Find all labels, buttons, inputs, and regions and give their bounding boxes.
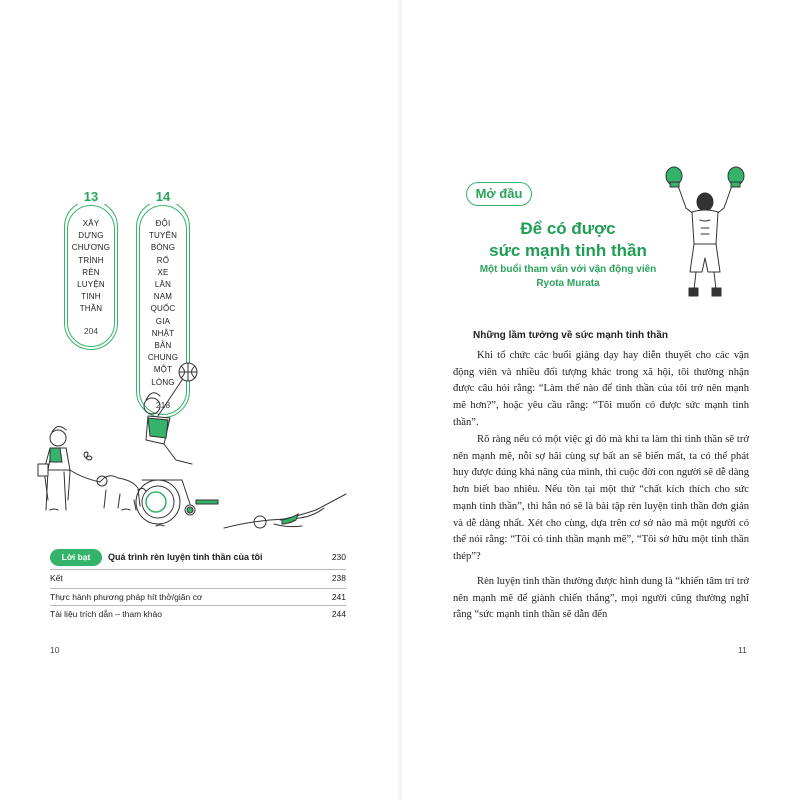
body-paragraph: Rõ ràng nếu có một việc gì đó mà khi ta làm thì tinh thần sẽ trở nên mạnh mẽ, nỗi sợ hãi cùng sự bất an sẽ biến mất, ta có thể phát huy được đúng khả năng của mình, thì cuộc đời con người sẽ dễ dàng hơn biết bao nhiêu. Nếu tồn tại một thứ “chất kích thích cho sức mạnh tinh thần”, thì hẳn nó sẽ là bài tập rèn luyện tinh thần đơn giản và dễ dàng nhất. Xét cho cùng, dựa trên cơ sở nào mà một người có thể nói rằng: “Tôi có tinh thần mạnh mẽ”, “Tôi sở hữu một tinh thần thép”? xyxy=(453,434,749,562)
right-page-number: 11 xyxy=(738,645,747,655)
chapter-page-number: 218 xyxy=(155,400,171,410)
chapter-title-line: DỰNG xyxy=(78,231,104,241)
chapter-title xyxy=(453,218,683,262)
boxer-illustration xyxy=(660,162,750,302)
chapter-title-line: NHẬT xyxy=(151,328,175,338)
chapter-title-line: BÓNG xyxy=(150,243,176,253)
book-gutter xyxy=(398,0,402,800)
chapter-title-line: ĐỘI xyxy=(155,219,171,228)
athletes-illustration xyxy=(30,360,370,540)
toc-entry-page: 238 xyxy=(331,573,346,583)
chapter-number: 13 xyxy=(76,189,106,204)
chapter-title-line: MỘT xyxy=(153,365,173,375)
chapter-title-line: LĂN xyxy=(154,280,172,290)
chapter-title-line: LÒNG xyxy=(151,377,175,387)
toc-entry-afterword-page: 230 xyxy=(331,552,346,562)
toc-entry-label: Tài liệu trích dẫn – tham khảo xyxy=(50,609,162,619)
toc-divider xyxy=(50,605,346,606)
section-label-pill: Mở đầu xyxy=(466,182,532,206)
chapter-title-line: CHUNG xyxy=(147,353,179,363)
toc-entry[interactable] xyxy=(50,592,346,604)
chapter-title-line: TUYỂN xyxy=(148,231,178,241)
chapter-title-line: THẦN xyxy=(79,304,103,314)
chapter-title-line: XÂY xyxy=(82,219,100,228)
chapter-title-line: TINH xyxy=(81,292,101,302)
body-paragraph: Rèn luyện tinh thần thường được hình dung là “khiến tâm trí trở nên mạnh mẽ để giành chiến thắng”, mọi người cũng thường nghĩ rằng “sức mạnh tinh thần sẽ dẫn đến xyxy=(453,576,749,621)
toc-entry[interactable] xyxy=(50,573,346,585)
toc-entry[interactable] xyxy=(50,609,346,621)
subtitle-line: Một buổi tham vấn với vận động viên xyxy=(479,264,657,275)
chapter-title xyxy=(64,218,118,316)
toc-entry-page: 244 xyxy=(331,609,346,619)
chapter-title-line: TRÌNH xyxy=(78,255,104,265)
chapter-title-line: QUỐC xyxy=(150,304,176,314)
chapter-title-line: LUYỆN xyxy=(77,280,105,290)
afterword-badge: Lời bạt xyxy=(50,549,102,566)
toc-entry-afterword-title[interactable]: Quá trình rèn luyện tinh thần của tôi xyxy=(108,552,263,562)
toc-entry-label: Kết xyxy=(50,573,63,583)
chapter-title-line: RỔ xyxy=(156,255,170,265)
section-heading: Những lầm tưởng về sức mạnh tinh thần xyxy=(473,330,668,341)
chapter-title-line: sức mạnh tinh thần xyxy=(489,241,647,260)
toc-entry-page: 241 xyxy=(331,592,346,602)
chapter-title-line: CHƯƠNG xyxy=(71,243,111,253)
toc-divider xyxy=(50,569,346,570)
chapter-title-line: NAM xyxy=(153,292,173,302)
chapter-title-line: XE xyxy=(157,267,169,277)
chapter-number: 14 xyxy=(148,189,178,204)
toc-entry-label: Thực hành phương pháp hít thở/giãn cơ xyxy=(50,592,203,602)
subtitle-line: Ryota Murata xyxy=(536,278,600,289)
chapter-title-line: GIA xyxy=(155,316,171,326)
chapter-subtitle xyxy=(453,263,683,291)
toc-divider xyxy=(50,588,346,589)
chapter-title-line: BẢN xyxy=(154,341,172,351)
chapter-title-line: Để có được xyxy=(520,219,616,238)
chapter-title-line: RÈN xyxy=(82,267,100,277)
chapter-page-number: 204 xyxy=(83,326,99,336)
left-page-number: 10 xyxy=(50,645,60,655)
body-paragraph: Khi tổ chức các buổi giảng dạy hay diễn thuyết cho các vận động viên và nhiều đối tượng khác trong xã hội, tôi thường nhận được câu hỏi rằng: “Làm thế nào để tinh thần của tôi trở nên mạnh mẽ hơn?”, hoặc yêu cầu rằng: “Tôi muốn có được sức mạnh tinh thần”. xyxy=(453,350,749,428)
